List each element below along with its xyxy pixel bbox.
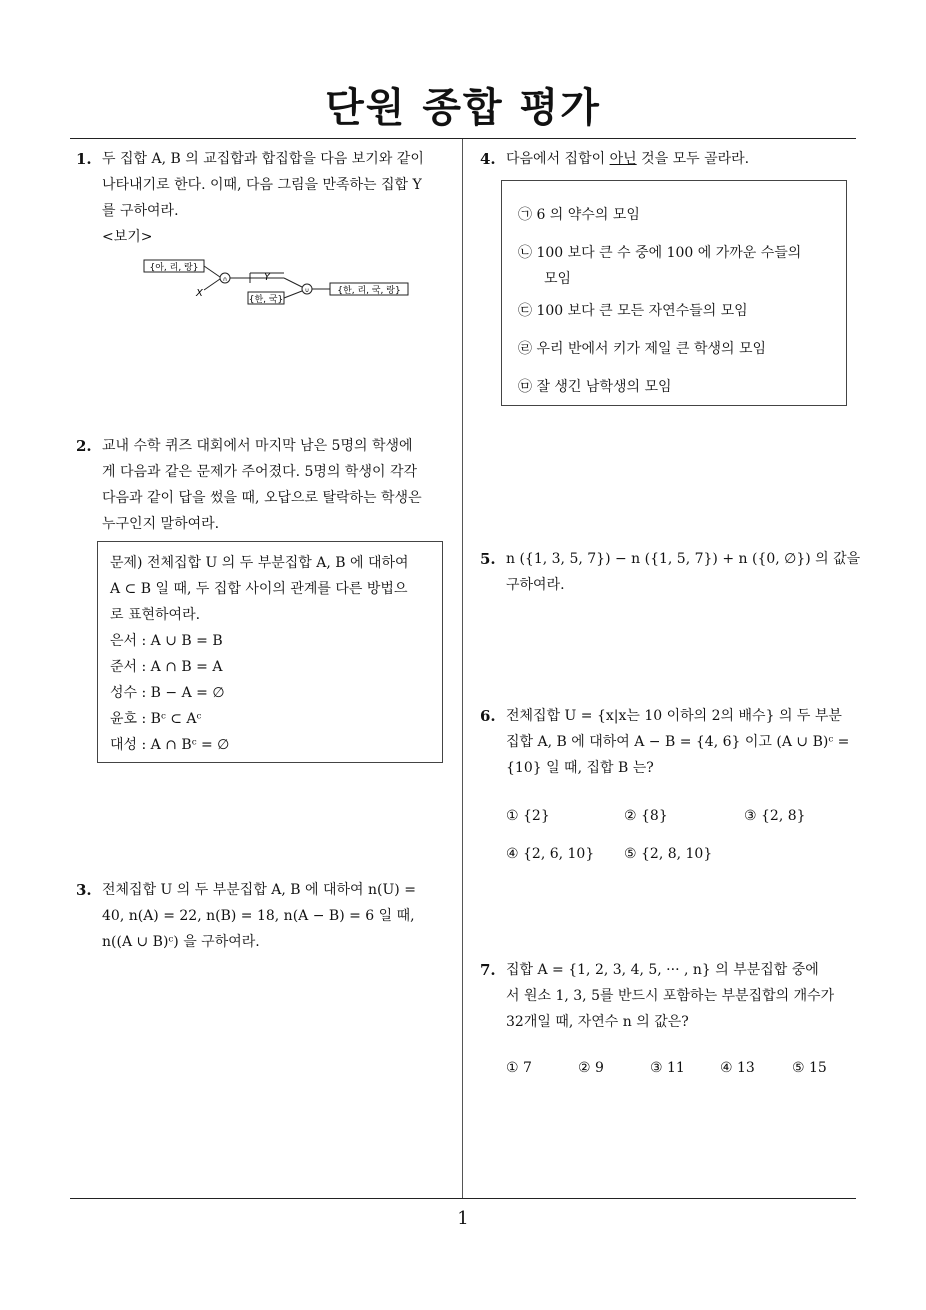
- box-line: 로 표현하여라.: [110, 607, 201, 623]
- item-line: ㉤ 잘 생긴 남학생의 모임: [518, 379, 672, 395]
- question-text-line: 서 원소 1, 3, 5를 반드시 포함하는 부분집합의 개수가: [506, 988, 835, 1004]
- question-text-line: 를 구하여라.: [102, 203, 179, 219]
- question-text-line: 32개일 때, 자연수 n 의 값은?: [506, 1014, 689, 1030]
- question-text-line: n((A ∪ B)ᶜ) 을 구하여라.: [102, 934, 260, 950]
- question-text-line: 집합 A, B 에 대하여 A − B = {4, 6} 이고 (A ∪ B)ᶜ =: [506, 734, 850, 750]
- diagram-box-3-label: {한, 리, 국, 랑}: [337, 286, 401, 296]
- choice-option[interactable]: ④ {2, 6, 10}: [506, 846, 595, 862]
- question-text-line: 두 집합 A, B 의 교집합과 합집합을 다음 보기와 같이: [102, 151, 424, 167]
- item-line: ㉢ 100 보다 큰 모든 자연수들의 모임: [518, 303, 748, 319]
- bottom-rule: [70, 1198, 856, 1199]
- question-number: 3.: [76, 881, 92, 899]
- choice-option[interactable]: ③ {2, 8}: [744, 808, 806, 824]
- box-line: A ⊂ B 일 때, 두 집합 사이의 관계를 다른 방법으: [110, 581, 408, 597]
- question-number: 5.: [480, 550, 496, 568]
- page-number: 1: [457, 1208, 469, 1229]
- question-number: 4.: [480, 150, 496, 168]
- question-text-line: 집합 A = {1, 2, 3, 4, 5, ··· , n} 의 부분집합 중에: [506, 962, 819, 978]
- question-6: [480, 703, 860, 781]
- question-text-line: 구하여라.: [506, 577, 565, 593]
- item-line: ㉠ 6 의 약수의 모임: [518, 207, 640, 223]
- question-3: [76, 877, 456, 955]
- example-label: <보기>: [102, 229, 153, 245]
- diagram-box-2-label: {한, 국}: [248, 295, 284, 305]
- question-text-line: 다음과 같이 답을 썼을 때, 오답으로 탈락하는 학생은: [102, 490, 422, 506]
- question-text-line: {10} 일 때, 집합 B 는?: [506, 760, 654, 776]
- diagram-var-x: X: [196, 288, 203, 299]
- question-text-line: 나타내기로 한다. 이때, 다음 그림을 만족하는 집합 Y: [102, 177, 422, 193]
- choice-option[interactable]: ③ 11: [650, 1060, 685, 1076]
- choice-option[interactable]: ② 9: [578, 1060, 604, 1076]
- item-line: 모임: [544, 271, 572, 287]
- choices-box: [501, 180, 847, 406]
- question-text-line: 전체집합 U 의 두 부분집합 A, B 에 대하여 n(U) =: [102, 882, 416, 898]
- question-number: 2.: [76, 437, 92, 455]
- question-text-line: 40, n(A) = 22, n(B) = 18, n(A − B) = 6 일 때,: [102, 908, 415, 924]
- diagram-box-1-label: {아, 리, 랑}: [149, 263, 199, 273]
- box-line: 문제) 전체집합 U 의 두 부분집합 A, B 에 대하여: [110, 555, 409, 571]
- diagram-var-y: Y: [263, 272, 271, 283]
- question-text-line: 누구인지 말하여라.: [102, 516, 220, 532]
- box-line: 대성 : A ∩ Bᶜ = ∅: [110, 737, 230, 753]
- top-rule: [70, 138, 856, 139]
- choice-option[interactable]: ① {2}: [506, 808, 550, 824]
- choice-option[interactable]: ② {8}: [624, 808, 668, 824]
- q6-choices: [506, 808, 846, 868]
- question-2: [76, 433, 456, 537]
- question-1: [76, 146, 456, 250]
- question-4: [480, 146, 860, 172]
- question-number: 6.: [480, 707, 496, 725]
- question-number: 1.: [76, 150, 92, 168]
- item-line: ㉡ 100 보다 큰 수 중에 100 에 가까운 수들의: [518, 245, 802, 261]
- item-line: ㉣ 우리 반에서 키가 제일 큰 학생의 모임: [518, 341, 767, 357]
- question-number: 7.: [480, 961, 496, 979]
- choice-option[interactable]: ④ 13: [720, 1060, 755, 1076]
- choice-option[interactable]: ⑤ {2, 8, 10}: [624, 846, 713, 862]
- svg-text:∩: ∩: [222, 276, 228, 283]
- set-operation-diagram: [140, 255, 420, 310]
- question-5: [480, 546, 860, 598]
- question-text-line: 전체집합 U = {x|x는 10 이하의 2의 배수} 의 두 부분: [506, 708, 842, 724]
- question-text-line: 게 다음과 같은 문제가 주어졌다. 5명의 학생이 각각: [102, 464, 417, 480]
- q7-choices: [506, 1060, 846, 1082]
- question-text-line: 교내 수학 퀴즈 대회에서 마지막 남은 5명의 학생에: [102, 438, 413, 454]
- underlined-word: 아닌: [609, 151, 637, 167]
- choice-option[interactable]: ① 7: [506, 1060, 532, 1076]
- question-text-suffix: 것을 모두 골라라.: [636, 151, 750, 167]
- question-7: [480, 957, 860, 1035]
- choice-option[interactable]: ⑤ 15: [792, 1060, 827, 1076]
- page-title: 단원 종합 평가: [325, 85, 601, 131]
- svg-text:∪: ∪: [304, 287, 310, 294]
- box-line: 윤호 : Bᶜ ⊂ Aᶜ: [110, 711, 202, 727]
- question-text-prefix: 다음에서 집합이: [506, 151, 610, 167]
- box-line: 은서 : A ∪ B = B: [110, 633, 223, 649]
- box-line: 성수 : B − A = ∅: [110, 685, 225, 701]
- problem-box: [97, 541, 443, 763]
- box-line: 준서 : A ∩ B = A: [110, 659, 223, 675]
- question-text-line: [506, 146, 860, 172]
- question-text-line: n ({1, 3, 5, 7}) − n ({1, 5, 7}) + n ({0, ∅}) 의 값을: [506, 551, 861, 567]
- column-divider: [462, 139, 463, 1199]
